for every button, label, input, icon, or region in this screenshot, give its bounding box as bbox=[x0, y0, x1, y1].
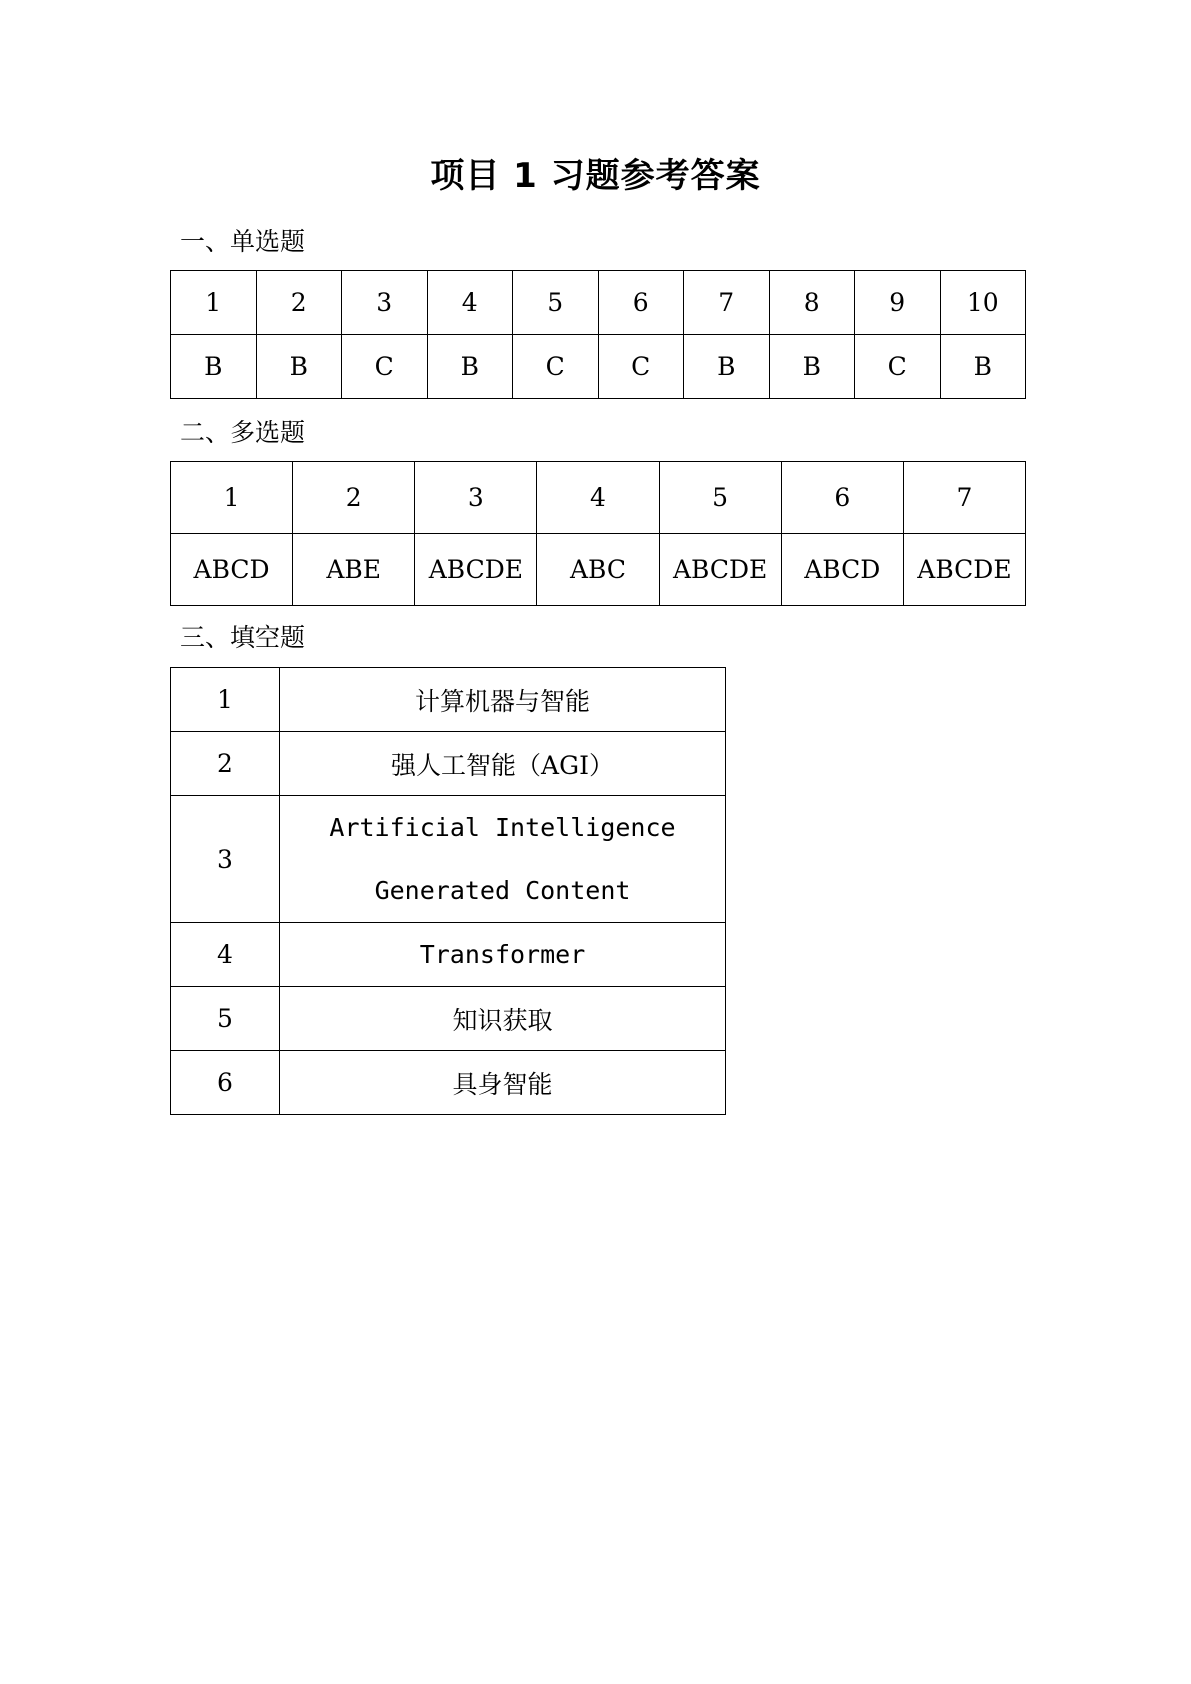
table-row bbox=[171, 796, 726, 923]
answer-cell: ABCD bbox=[171, 534, 293, 606]
answer-line-2: Generated Content bbox=[374, 876, 631, 905]
answer-cell: B bbox=[769, 335, 855, 399]
question-number-row bbox=[171, 462, 1026, 534]
answer-cell: C bbox=[513, 335, 599, 399]
answer-cell: ABE bbox=[293, 534, 415, 606]
question-number: 1 bbox=[171, 668, 280, 732]
answer-line-1: Artificial Intelligence bbox=[329, 813, 676, 842]
question-number: 8 bbox=[769, 271, 855, 335]
question-number: 2 bbox=[293, 462, 415, 534]
answer-cell: ABCDE bbox=[659, 534, 781, 606]
question-number: 6 bbox=[171, 1051, 280, 1115]
question-number: 5 bbox=[513, 271, 599, 335]
section-heading-single-choice: 一、单选题 bbox=[180, 227, 306, 256]
question-number: 7 bbox=[684, 271, 770, 335]
answer-cell: 知识获取 bbox=[280, 987, 726, 1051]
question-number: 3 bbox=[415, 462, 537, 534]
question-number: 4 bbox=[537, 462, 659, 534]
question-number-row bbox=[171, 271, 1026, 335]
question-number: 3 bbox=[171, 796, 280, 923]
question-number: 4 bbox=[427, 271, 513, 335]
fill-in-blank-table bbox=[170, 667, 726, 1115]
answer-cell: 具身智能 bbox=[280, 1051, 726, 1115]
answer-cell: B bbox=[940, 335, 1026, 399]
answer-cell: C bbox=[598, 335, 684, 399]
answer-cell: ABCD bbox=[781, 534, 903, 606]
section-heading-fill-in-blank: 三、填空题 bbox=[180, 623, 306, 652]
question-number: 9 bbox=[855, 271, 941, 335]
multiple-choice-table bbox=[170, 461, 1026, 606]
answer-cell: B bbox=[427, 335, 513, 399]
question-number: 4 bbox=[171, 923, 280, 987]
question-number: 10 bbox=[940, 271, 1026, 335]
table-row bbox=[171, 1051, 726, 1115]
answer-cell: ABCDE bbox=[415, 534, 537, 606]
answer-cell: C bbox=[855, 335, 941, 399]
question-number: 6 bbox=[781, 462, 903, 534]
table-row bbox=[171, 923, 726, 987]
table-row bbox=[171, 668, 726, 732]
answer-cell: ABC bbox=[537, 534, 659, 606]
question-number: 6 bbox=[598, 271, 684, 335]
answer-cell: B bbox=[256, 335, 342, 399]
section-heading-multiple-choice: 二、多选题 bbox=[180, 418, 306, 447]
question-number: 3 bbox=[342, 271, 428, 335]
answer-cell: ABCDE bbox=[903, 534, 1025, 606]
question-number: 5 bbox=[659, 462, 781, 534]
answer-cell: B bbox=[684, 335, 770, 399]
answer-cell: C bbox=[342, 335, 428, 399]
answer-cell: Transformer bbox=[280, 923, 726, 987]
question-number: 7 bbox=[903, 462, 1025, 534]
answer-cell: 强人工智能（AGI） bbox=[280, 732, 726, 796]
answer-row bbox=[171, 335, 1026, 399]
question-number: 1 bbox=[171, 462, 293, 534]
table-row bbox=[171, 732, 726, 796]
question-number: 2 bbox=[171, 732, 280, 796]
answer-cell bbox=[280, 796, 726, 923]
question-number: 1 bbox=[171, 271, 257, 335]
page-title: 项目 1 习题参考答案 bbox=[430, 156, 761, 196]
answer-row bbox=[171, 534, 1026, 606]
question-number: 2 bbox=[256, 271, 342, 335]
answer-cell: 计算机器与智能 bbox=[280, 668, 726, 732]
answer-cell: B bbox=[171, 335, 257, 399]
table-row bbox=[171, 987, 726, 1051]
single-choice-table bbox=[170, 270, 1026, 399]
question-number: 5 bbox=[171, 987, 280, 1051]
